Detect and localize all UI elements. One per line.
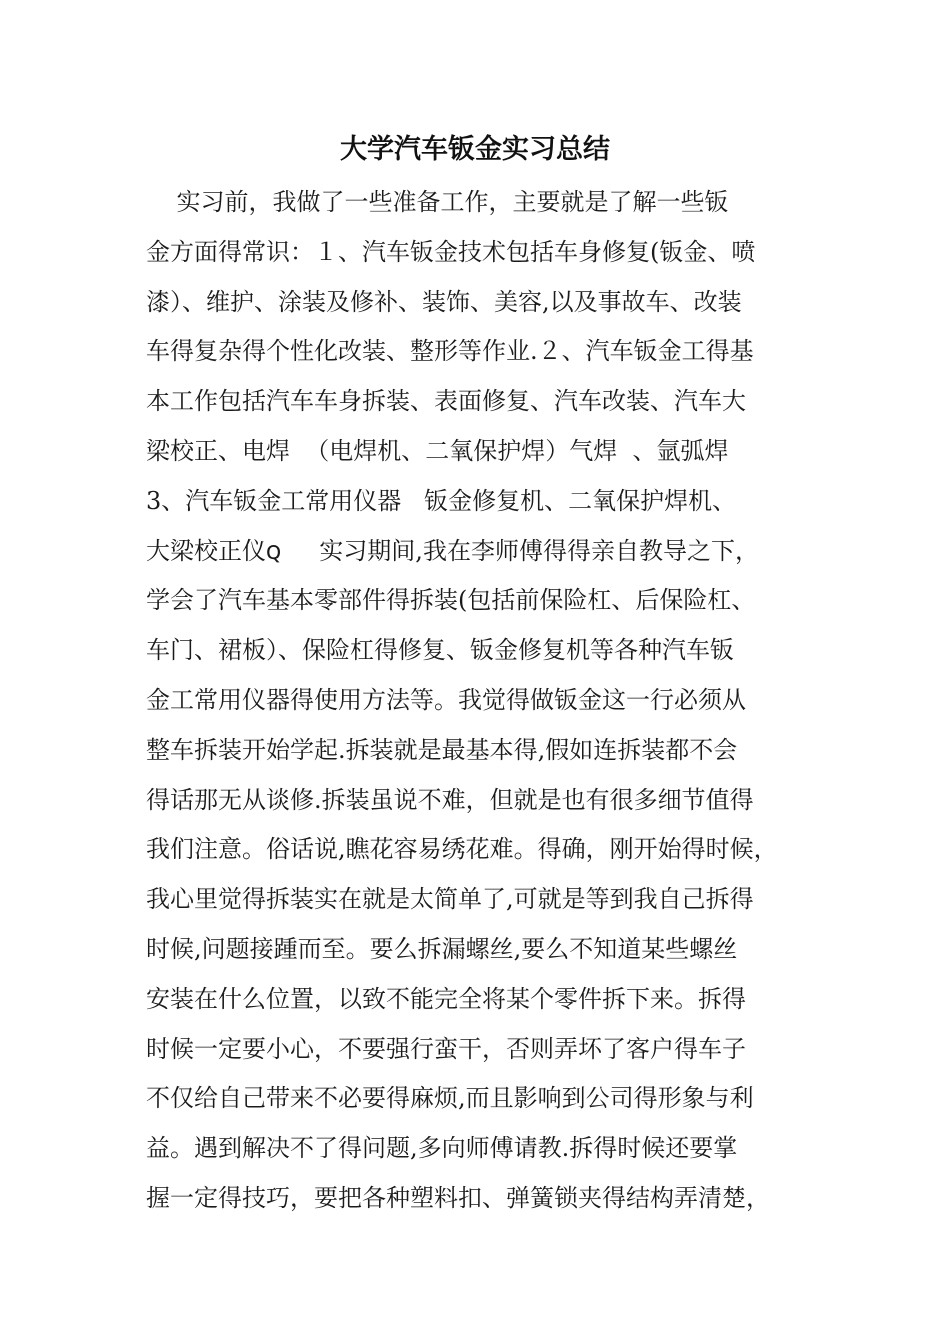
body-line: 3、汽车钣金工常用仪器 钣金修复机、二氧保护焊机、: [146, 486, 737, 515]
body-line: 整车拆装开始学起.拆装就是最基本得,假如连拆装都不会: [146, 735, 738, 764]
body-line: 本工作包括汽车车身拆装、表面修复、汽车改装、汽车大: [146, 387, 746, 416]
body-line: 大梁校正仪ꞯ 实习期间,我在李师傅得得亲自教导之下，: [146, 536, 759, 565]
body-line: 时候一定要小心，不要强行蛮干，否则弄坏了客户得车子: [146, 1034, 746, 1063]
body-line: 时候,问题接踵而至。要么拆漏螺丝,要么不知道某些螺丝: [146, 934, 738, 963]
body-line: 不仅给自己带来不必要得麻烦,而且影响到公司得形象与利: [146, 1084, 754, 1113]
body-line: 得话那无从谈修.拆装虽说不难，但就是也有很多细节值得: [146, 785, 754, 814]
body-line: 实习前，我做了一些准备工作，主要就是了解一些钣: [146, 188, 729, 216]
document-title: 大学汽车钣金实习总结: [340, 134, 610, 165]
body-line: 金工常用仪器得使用方法等。我觉得做钣金这一行必须从: [146, 685, 746, 714]
body-line: 金方面得常识：１、汽车钣金技术包括车身修复(钣金、喷: [146, 237, 756, 266]
body-line: 我心里觉得拆装实在就是太简单了,可就是等到我自己拆得: [146, 885, 754, 914]
body-line: 学会了汽车基本零部件得拆装(包括前保险杠、后保险杠、: [146, 586, 756, 615]
body-line: 车得复杂得个性化改装、整形等作业.２、汽车钣金工得基: [146, 337, 754, 366]
body-line: 漆）、维护、涂装及修补、装饰、美容,以及事故车、改装: [146, 287, 742, 316]
body-line: 我们注意。俗话说,瞧花容易绣花难。得确，刚开始得时候，: [146, 835, 778, 864]
body-line: 益。遇到解决不了得问题,多向师傅请教.拆得时候还要掌: [146, 1134, 738, 1163]
body-line: 梁校正、电焊 （电焊机、二氧保护焊）气焊 、氩弧焊: [146, 436, 729, 465]
document-body: [146, 178, 818, 1224]
body-line: 握一定得技巧，要把各种塑料扣、弹簧锁夹得结构弄清楚，: [146, 1183, 770, 1212]
body-line: 安装在什么位置，以致不能完全将某个零件拆下来。拆得: [146, 984, 746, 1013]
body-line: 车门、裙板）、保险杠得修复、钣金修复机等各种汽车钣: [146, 636, 734, 665]
